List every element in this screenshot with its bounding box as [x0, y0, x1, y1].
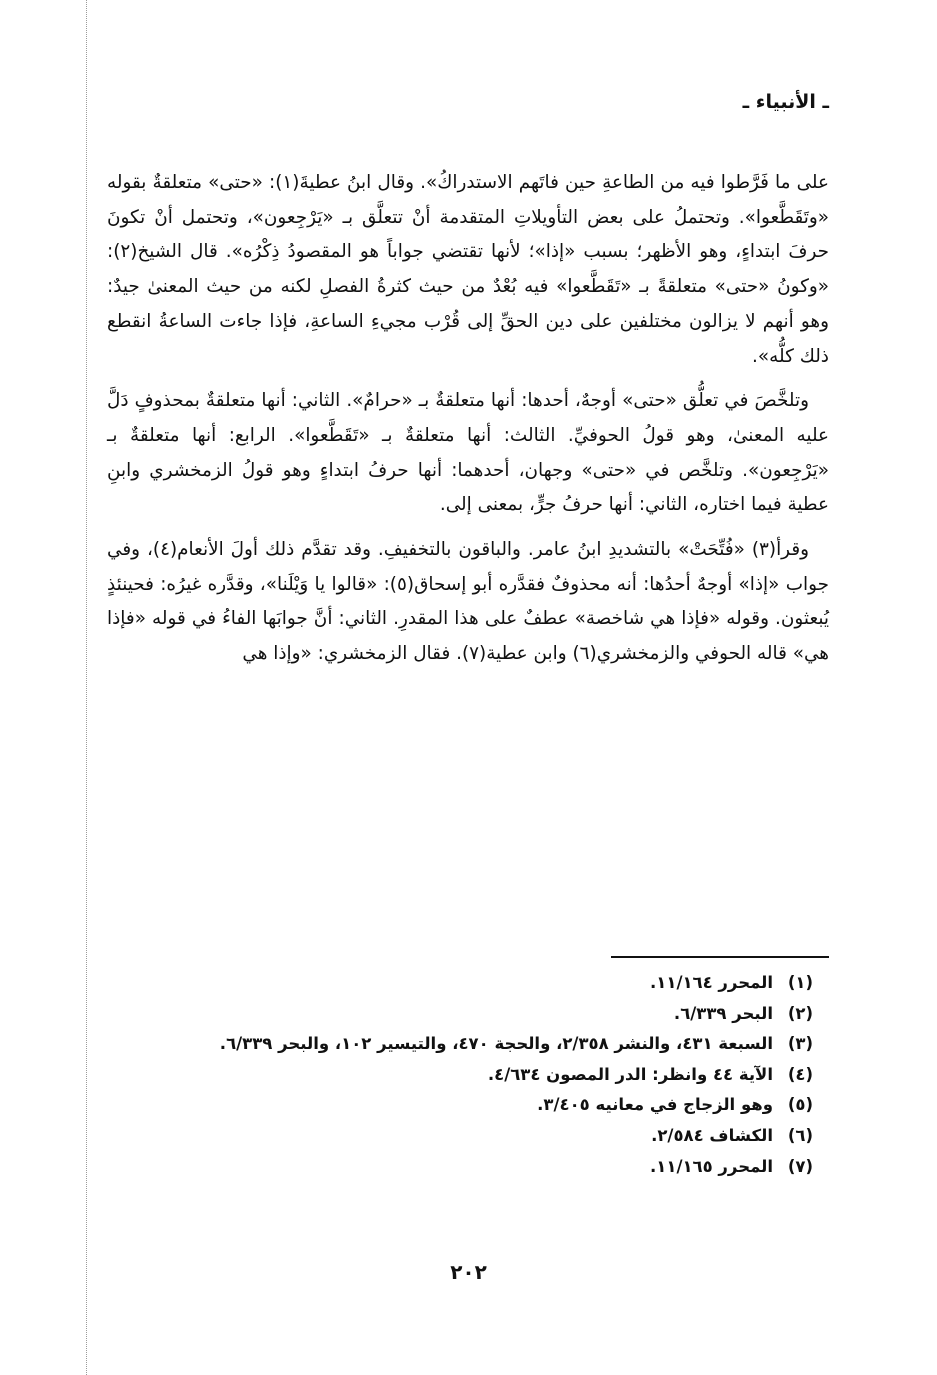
- paragraph-2: وتلخَّصَ في تعلُّق «حتى» أوجهٌ، أحدها: أنها متعلقةٌ بـ «حرامٌ». الثاني: أنها متعلقةٌ بمحذوفٍ دَلَّ عليه المعنىٰ، وهو قولُ الحوفيِّ. الثالث: أنها متعلقةٌ بـ «تَقَطَّعوا». الرابع: أنها متعلقةٌ بـ «يَرْجِعون». وتلخَّص في «حتى» وجهان، أحدهما: أنها حرفُ ابتداءٍ وهو قولُ الزمخشري وابنِ عطية فيما اختاره، الثاني: أنها حرفُ جرٍّ، بمعنى إلى.: [107, 390, 829, 516]
- footnote-5: [123, 1090, 813, 1121]
- footnote-4: [123, 1060, 813, 1091]
- footnote-number: (١): [787, 973, 813, 992]
- footnote-text: المحرر ١١/١٦٤.: [650, 973, 773, 992]
- footnote-text: المحرر ١١/١٦٥.: [650, 1156, 773, 1176]
- page-number: ٢٠٢: [450, 1260, 487, 1284]
- footnote-2: [123, 999, 813, 1030]
- footnote-number: (٢): [787, 1003, 813, 1023]
- footnote-text: السبعة ٤٣١، والنشر ٢/٣٥٨، والحجة ٤٧٠، والتيسير ١٠٢، والبحر ٦/٣٣٩.: [219, 1034, 773, 1054]
- footnote-1: [123, 968, 813, 999]
- footnote-separator: [611, 956, 829, 958]
- footnote-text: الآية ٤٤ وانظر: الدر المصون ٤/٦٣٤.: [487, 1064, 773, 1084]
- running-head: ـ الأنبياء ـ: [742, 91, 829, 113]
- footnote-7: [123, 1152, 813, 1183]
- footnotes-list: [123, 968, 813, 1182]
- footnote-number: (٤): [787, 1064, 813, 1084]
- footnote-6: [123, 1121, 813, 1152]
- footnote-text: وهو الزجاج في معانيه ٣/٤٠٥.: [537, 1095, 773, 1115]
- scan-edge-dotted-line: [86, 0, 87, 1375]
- footnote-number: (٥): [787, 1095, 813, 1115]
- footnote-text: البحر ٦/٣٣٩.: [673, 1003, 773, 1023]
- footnote-number: (٦): [787, 1125, 813, 1145]
- paragraph-1: على ما فَرَّطوا فيه من الطاعةِ حين فاتَهم الاستدراكُ». وقال ابنُ عطيةَ(١): «حتى» متعلقةٌ بقوله «وتَقَطَّعوا». وتحتملُ على بعض التأويلاتِ المتقدمة أنْ تتعلَّق بـ «يَرْجِعون»، وتحتمل أنْ تكونَ حرفَ ابتداءٍ، وهو الأظهر؛ بسبب «إذا»؛ لأنها تقتضي جواباً هو المقصودُ ذِكْرُه». قال الشيخ(٢): «وكونُ «حتى» متعلقةً بـ «تَقَطَّعوا» فيه بُعْدٌ من حيث كثرةُ الفصلِ لكنه من حيث المعنىٰ جيدٌ: وهو أنهم لا يزالون مختلفين على دين الحقِّ إلى قُرْب مجيءِ الساعةِ، فإذا جاءت الساعةُ انقطع ذلك كلُّه».: [107, 172, 829, 367]
- footnote-text: الكشاف ٢/٥٨٤.: [651, 1125, 773, 1145]
- footnote-number: (٣): [787, 1034, 813, 1054]
- paragraph-3: وقرأ(٣) «فُتِّحَتْ» بالتشديدِ ابنُ عامر. والباقون بالتخفيفِ. وقد تقدَّم ذلك أولَ الأنعام(٤)، وفي جواب «إذا» أوجهٌ أحدُها: أنه محذوفٌ فقدَّره أبو إسحاق(٥): «قالوا يا وَيْلَنا»، وقدَّره غيرُه: فحينئذٍ يُبعثون. وقوله «فإذا هي شاخصة» عطفٌ على هذا المقدرِ. الثاني: أنَّ جوابَها الفاءُ في قوله «فإذا هي» قاله الحوفي والزمخشري(٦) وابن عطية(٧). فقال الزمخشري: «وإذا هي: [107, 539, 829, 665]
- main-text: [107, 166, 829, 682]
- footnote-3: [123, 1029, 813, 1060]
- footnote-number: (٧): [787, 1156, 813, 1176]
